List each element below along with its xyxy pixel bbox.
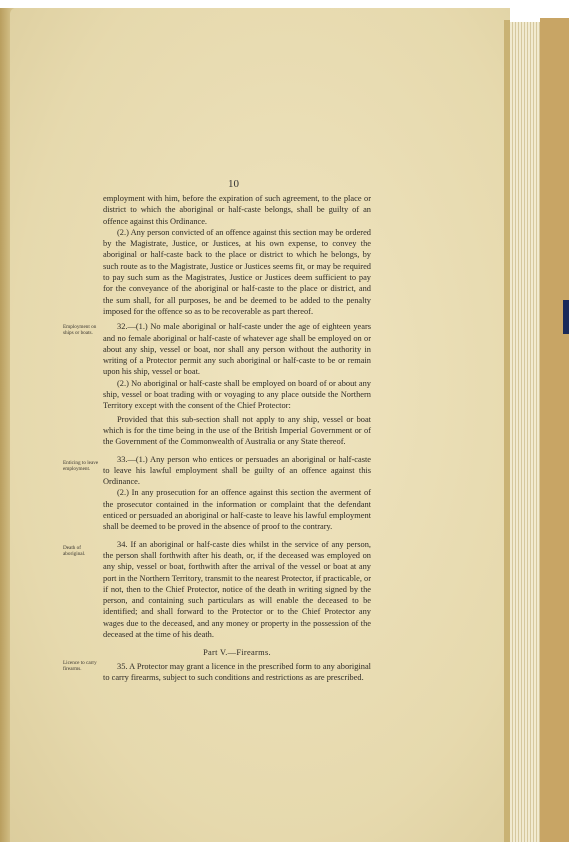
part-heading: Part V.—Firearms. xyxy=(203,648,271,658)
paragraph: employment with him, before the expiration of such agreement, to the place or district to which the aboriginal or half-caste belongs, shall be guilty of an offence against this Ordinance. xyxy=(103,194,371,226)
section-33-paragraph: 33.—(1.) Any person who entices or persuades an aboriginal or half-caste to leave his lawful employment shall be guilty of an offence against this Ordinance. xyxy=(103,454,371,487)
book-cover xyxy=(540,18,569,842)
margin-note-employment-on-ships: Employment on ships or boats. xyxy=(63,324,97,336)
section-35-paragraph: 35. A Protector may grant a licence in the prescribed form to any aboriginal to carry firearms, subject to such conditions and restrictions as are prescribed. xyxy=(103,661,371,682)
proviso-paragraph: Provided that this sub-section shall not apply to any ship, vessel or boat which is for the time being in the use of the British Imperial Government or of the Government of the Commonwealth of Australia or any State thereof. xyxy=(103,414,371,447)
paragraph: (2.) No aboriginal or half-caste shall be employed on board of or about any ship, vessel or boat trading with or voyaging to any place outside the Northern Territory except with the consent of the Chief Protector: xyxy=(103,378,371,411)
body-text xyxy=(103,193,371,683)
paragraph: (2.) In any prosecution for an offence against this section the averment of the prosecutor contained in the information or complaint that the defendant enticed or persuaded an aboriginal or half-caste to leave his lawful employment shall be deemed to be proved in the absence of proof to the contrary. xyxy=(103,488,371,532)
bookmark-tab xyxy=(563,300,569,334)
page-edge xyxy=(504,20,510,842)
margin-note-licence: Licence to carry firearms. xyxy=(63,660,97,672)
margin-note-death: Death of aboriginal. xyxy=(63,545,86,557)
paragraph: (2.) Any person convicted of an offence against this section may be ordered by the Magistrate, Justice, or Justices, at his own expense, to convey the aboriginal or half-caste back to the place or district to which he belongs, by such route as to the Magistrate, Justice or Justices seems fit, or may be required to pay such sum as the Magistrates, Justice or Justices deem sufficient to pay for the conveyance of the aboriginal or half-caste to the place or district, and the sum shall, for all purposes, be and be deemed to be added to the penalty imposed for the offence so as to be recoverable as part thereof. xyxy=(103,227,371,316)
section-34-paragraph: 34. If an aboriginal or half-caste dies whilst in the service of any person, the person shall forthwith after his death, or, if the deceased was employed on any ship, vessel or boat, forthwith after the arrival of the vessel or boat at any port in the Northern Territory, transmit to the nearest Protector, if practicable, or if not, then to the Chief Protector, notice of the death in writing signed by the person, and containing such particulars as will enable the deceased to be identified; and shall forward to the Protector or to the Chief Protector any wages due to the deceased, and any money or property in the possession of the deceased at the time of his death. xyxy=(103,539,371,639)
section-32-paragraph: 32.—(1.) No male aboriginal or half-caste under the age of eighteen years and no female aboriginal or half-caste of whatever age shall be employed on or about any ship, vessel or boat, nor shall any person without the authority in writing of a Protector permit any such aboriginal or half-caste to be or remain upon his ship, vessel or boat. xyxy=(103,322,371,377)
page-number: 10 xyxy=(228,178,239,190)
margin-note-enticing: Enticing to leave employment. xyxy=(63,460,99,472)
